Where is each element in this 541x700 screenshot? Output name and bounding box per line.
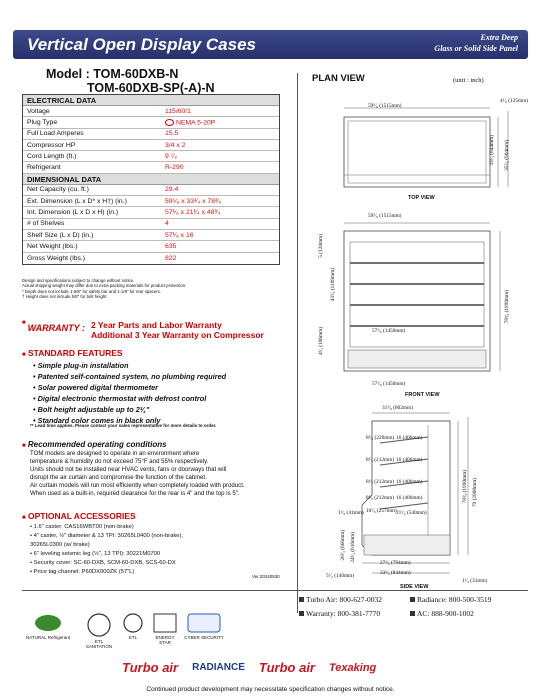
spec-row: Net Weight (lbs.) 635 — [23, 241, 279, 252]
radiance-logo: RADIANCE — [192, 662, 245, 673]
recommended-header: ■ Recommended operating conditions — [22, 440, 167, 449]
dim-label: 4¹⁄₈ (125mm) — [500, 98, 529, 104]
dim-label: 5¹⁄₂ (140mm) — [326, 573, 355, 579]
dim-label: 79 (2008mm) — [472, 478, 478, 507]
warranty-label: WARRANTY : — [27, 323, 85, 333]
unit-label: (unit : inch) — [453, 77, 484, 84]
bullet-icon — [410, 611, 415, 616]
dim-label: 57¹⁄₈ (1450mm) — [372, 328, 406, 334]
version: Ver.20240530 — [252, 574, 280, 579]
dim-label: 1¹⁄₄ (31mm) — [462, 578, 488, 584]
texaking-logo: Texaking — [329, 661, 377, 674]
plug-icon — [165, 119, 174, 126]
divider — [297, 73, 298, 613]
header-banner — [13, 30, 528, 59]
dim-label: 35⁵⁄₈ (904mm) — [504, 140, 510, 171]
optional-list: • 1.6" caster: CAS16WBT00 (non-brake) • 4" caster, ½" diameter & 13 TPI: 30265L0400 (non-brake), 30265L0300 (w/ brake) • 6" leveling seismic leg (½", 13 TPI): 30221M0700 • Security cover: SC-60-DXB, SCM-60-DXB, SCS-60-DX • Price tag channel: P60DX000ZK (57"L) — [30, 524, 183, 576]
recommended-text: TOM models are designed to operate in an environment where temperature & humidity do not exceed 75°F and 55% respectively. Units should not be installed near HVAC vents, fans or doorways that will disrupt the air curtain and compromise the function of the cabinet. Air curtain models will run most efficiently when completely loaded with product. When used as a built-in, required clearance for the rear is 4" and the top is 5". — [30, 450, 245, 498]
bullet-icon — [410, 597, 415, 602]
etl-icon — [122, 612, 144, 634]
spec-row: Voltage 115/60/1 — [23, 106, 279, 117]
turbo-air-logo: Turbo air — [122, 660, 179, 675]
dim-label: 16 (406mm) — [396, 457, 423, 463]
dim-label: 26¹⁄₄ (666mm) — [340, 530, 346, 561]
dim-label: 16 (406mm) — [396, 479, 423, 485]
cert-energy: ENERGY STAR — [150, 612, 180, 645]
dim-label: 24¹⁄₄ (616mm) — [350, 532, 356, 563]
footer-note: Continued product development may necessitate specification changes without notice. — [146, 686, 395, 693]
spec-row: # of Shelves 4 — [23, 219, 279, 230]
turbo-air-logo: Turbo air — [258, 660, 315, 675]
divider — [22, 590, 528, 591]
dim-label: 57¹⁄₈ (1450mm) — [372, 381, 406, 387]
dim-label: 8⁵⁄₈ (220mm) — [366, 435, 395, 441]
dim-label: 5 (128mm) — [318, 234, 324, 258]
bullet-icon: ■ — [22, 443, 26, 449]
dim-label: 10¹⁄₈ (257mm) — [366, 508, 397, 514]
spec-notes: Design and specifications subject to change without notice. Actual shipping weight may differ due to extra packing materials for product protection. * Depth does not include 1-5/8" for safety bar and 1-1/8" for rear spacers. † Height does not include 5/8" for bolt height. — [22, 278, 187, 300]
list-item: • Digital electronic thermostat with defrost control — [33, 394, 207, 403]
spec-row: Gross Weight (lbs.) 822 — [27, 254, 177, 262]
spec-row: Net Capacity (cu. ft.) 29.4 — [23, 185, 279, 196]
dim-label: 4¹⁄₂ (106mm) — [318, 327, 324, 356]
list-item: • Standard color comes in black only — [33, 416, 161, 425]
cert-cyber: CYBER SECURITY — [184, 612, 224, 640]
energy-icon — [152, 612, 178, 634]
dim-label: 78³⁄₈ (1990mm) — [504, 290, 510, 324]
bullet-icon — [299, 597, 304, 602]
warranty-block — [22, 320, 264, 340]
dim-label: 59⁵⁄₈ (1515mm) — [368, 103, 402, 109]
cert-natural: NATURAL Refrigerant — [26, 612, 70, 640]
bullet-icon: ■ — [22, 515, 26, 521]
list-item: • Simple plug-in installation — [33, 361, 129, 370]
dim-label: 78³⁄₈ (1990mm) — [462, 470, 468, 504]
standard-features-list — [33, 360, 226, 426]
cyber-icon — [186, 612, 222, 634]
drawing-front-view — [300, 215, 530, 395]
dim-label: 31⁵⁄₈ (802mm) — [382, 405, 413, 411]
spec-row: Shelf Size (L x D) (in.) 57¹⁄₈ x 16 — [23, 230, 279, 241]
spec-row: Plug Type NEMA 5-20P — [23, 117, 279, 128]
plan-view-title: PLAN VIEW — [312, 73, 365, 84]
dim-label: 43⁵⁄₈ (1109mm) — [330, 268, 336, 302]
spec-row: Full Load Amperes 15.5 — [23, 129, 279, 140]
leaf-icon — [33, 612, 63, 634]
spec-row: Refrigerant R-290 — [23, 162, 279, 173]
cert-etl-sanitation: ETL SANITATION — [82, 612, 116, 649]
etl-sanitation-icon — [86, 612, 112, 638]
drawing-top-view — [300, 95, 530, 205]
cert-etl: ETL — [120, 612, 146, 640]
warranty-line: Additional 3 Year Warranty on Compressor — [90, 330, 264, 340]
bullet-icon: ■ — [22, 320, 26, 326]
electrical-header: ELECTRICAL DATA — [23, 95, 279, 106]
dimensional-header: DIMENSIONAL DATA — [23, 174, 279, 185]
optional-header: ■ OPTIONAL ACCESSORIES — [22, 511, 136, 521]
dim-label: 59⁵⁄₈ (1515mm) — [368, 213, 402, 219]
lead-time-note: ** Lead time applies. Please contact your sales representative for more details to order. — [30, 423, 217, 428]
standard-features-header: ■ STANDARD FEATURES — [22, 348, 123, 358]
drawing-side-view — [300, 405, 530, 580]
spec-row: Ext. Dimension (L x D* x H†) (in.) 59⁵⁄₈ x 33¹⁄₄ x 78³⁄₈ — [23, 196, 279, 207]
model-label: Model : TOM-60DXB-N TOM-60DXB-SP(-A)-N — [46, 67, 215, 95]
dim-label: 21¹⁄₄ (540mm) — [396, 510, 427, 516]
spec-row: Int. Dimension (L x D x H) (in.) 57¹⁄₈ x 21¹⁄₄ x 48³⁄₄ — [23, 207, 279, 218]
dim-label: 8¹⁄₈ (212mm) — [366, 457, 395, 463]
list-item: • Solar powered digital thermometer — [33, 383, 159, 392]
top-view-caption: TOP VIEW — [408, 195, 435, 201]
header-subtitle: Extra Deep Glass or Solid Side Panel — [434, 33, 518, 53]
contact-block: Turbo Air: 800-627-0032 Radiance: 800-500-3519 Warranty: 800-381-7770 AC: 888-900-1002 — [299, 593, 516, 621]
dim-label: 8¹⁄₈ (212mm) — [366, 495, 395, 501]
dim-label: 27¹⁄₈ (794mm) — [380, 560, 411, 566]
front-view-caption: FRONT VIEW — [405, 392, 440, 398]
dim-label: 33¹⁄₄ (844mm) — [489, 135, 495, 166]
dim-label: 16 (406mm) — [396, 435, 423, 441]
dim-label: 8¹⁄₈ (212mm) — [366, 479, 395, 485]
dim-label: 16 (406mm) — [396, 495, 423, 501]
bullet-icon — [299, 611, 304, 616]
brand-logos — [122, 660, 376, 675]
spec-row: Compressor HP 3/4 x 2 — [23, 140, 279, 151]
dim-label: 33¹⁄₄ (844mm) — [380, 570, 411, 576]
side-view-caption: SIDE VIEW — [400, 584, 429, 590]
page-title: Vertical Open Display Cases — [27, 35, 256, 54]
list-item: • Bolt height adjustable up to 2¾" — [33, 405, 150, 414]
warranty-line: 2 Year Parts and Labor Warranty — [90, 320, 222, 330]
dim-label: 1⁵⁄₈ (41mm) — [338, 510, 364, 516]
spec-table — [22, 94, 280, 265]
spec-row: Cord Length (ft.) 9 ⁷⁄₈ — [23, 151, 279, 162]
bullet-icon: ■ — [22, 352, 26, 358]
list-item: • Patented self-contained system, no plumbing required — [33, 372, 227, 381]
